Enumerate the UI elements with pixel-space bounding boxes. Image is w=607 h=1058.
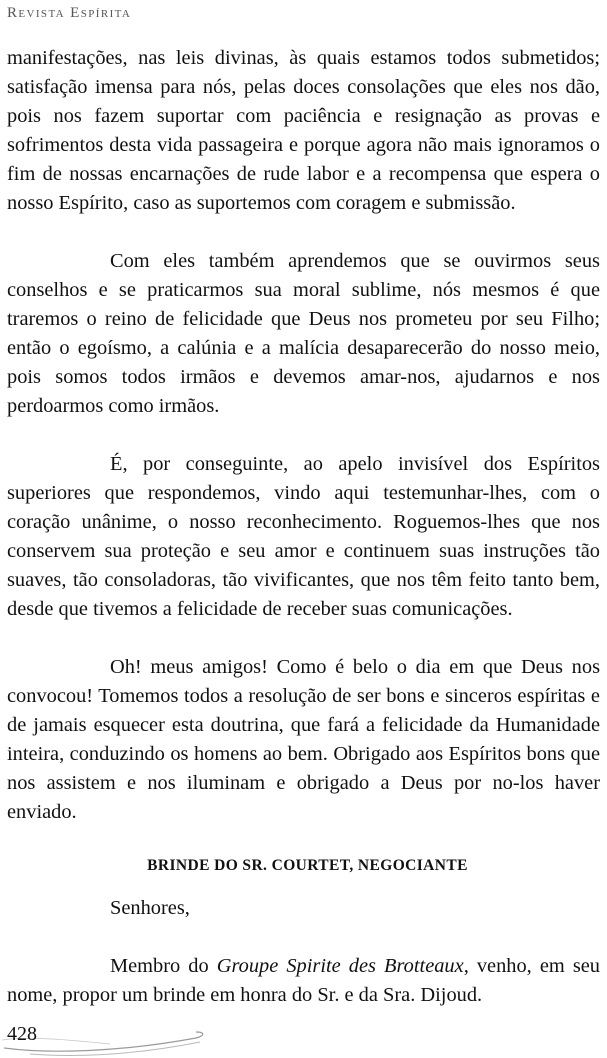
section-heading: BRINDE DO SR. COURTET, NEGOCIANTE [147, 857, 468, 874]
paragraph-5-start: Membro do [110, 955, 217, 977]
paragraph-1: manifestações, nas leis divinas, às quais estamos todos submetidos; satisfação imensa para nós, pelas doces consolações que eles nos dão, pois nos fazem suportar com paciência e resignação as provas e sofrimentos desta vida passageira e porque agora não mais ignoramos o fim de nossas encarnações de rude labor e a recompensa que espera o nosso Espírito, caso as suportemos com coragem e submissão. [7, 47, 600, 214]
page-number: 428 [7, 1023, 37, 1045]
paragraph-5 [7, 952, 600, 1010]
running-head: Revista Espírita [7, 5, 132, 21]
paragraph-5-end: , venho, em seu nome, propor um brinde em honra do Sr. e da Sra. Dijoud. [7, 955, 600, 1006]
paragraph-3: É, por conseguinte, ao apelo invisível dos Espíritos superiores que respondemos, vindo aqui testemunhar-lhes, com o coração unânime, o nosso reconhecimento. Roguemos-lhes que nos conservem sua proteção e seu amor e continuem suas instruções tão suaves, tão consoladoras, tão vivificantes, que nos têm feito tanto bem, desde que tivemos a felicidade de receber suas comunicações. [7, 453, 600, 620]
salutation: Senhores, [110, 897, 190, 919]
paragraph-2: Com eles também aprendemos que se ouvirmos seus conselhos e se praticarmos sua moral sublime, nós mesmos é que traremos o reino de felicidade que Deus nos prometeu por seu Filho; então o egoísmo, a calúnia e a malícia desaparecerão do nosso meio, pois somos todos irmãos e devemos amar-nos, ajudarnos e nos perdoarmos como irmãos. [7, 250, 600, 417]
paragraph-4: Oh! meus amigos! Como é belo o dia em que Deus nos convocou! Tomemos todos a resolução de ser bons e sinceros espíritas e de jamais esquecer esta doutrina, que fará a felicidade da Humanidade inteira, conduzindo os homens ao bem. Obrigado aos Espíritos bons que nos assistem e nos iluminam e obrigado a Deus por no-los haver enviado. [7, 656, 600, 823]
body-text [7, 44, 600, 1010]
group-name: Groupe Spirite des Brotteaux [216, 955, 464, 977]
